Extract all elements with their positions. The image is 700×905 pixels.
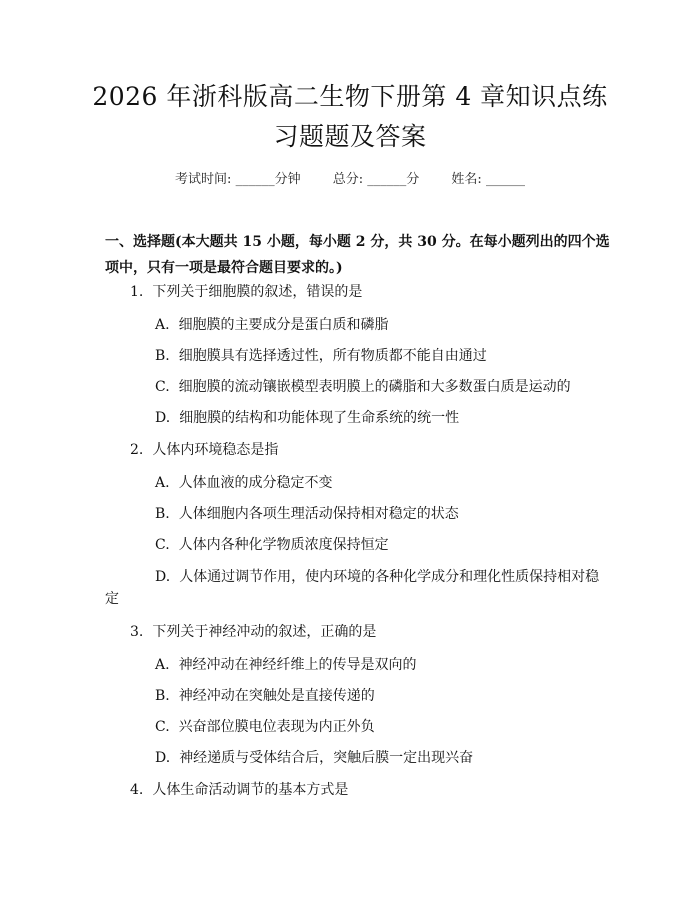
score-label: 总分: (332, 172, 364, 187)
question-2-option-c[interactable] (155, 535, 389, 555)
question-1 (130, 282, 362, 302)
option-text: 细胞膜具有选择透过性，所有物质都不能自由通过 (178, 348, 487, 364)
option-label: D. (155, 569, 171, 585)
question-3-option-b[interactable] (155, 686, 375, 706)
name-label: 姓名: (451, 172, 482, 187)
time-label: 考试时间: (175, 172, 232, 187)
option-text: 细胞膜的结构和功能体现了生命系统的统一性 (179, 410, 460, 426)
exam-meta (0, 168, 700, 187)
question-1-option-a[interactable] (155, 315, 389, 335)
option-text: 细胞膜的流动镶嵌模型表明膜上的磷脂和大多数蛋白质是运动的 (178, 379, 571, 395)
option-text: 兴奋部位膜电位表现为内正外负 (178, 719, 375, 735)
page-title-line-1: 2026 年浙科版高二生物下册第 4 章知识点练 (92, 82, 608, 111)
question-text: 下列关于神经冲动的叙述，正确的是 (152, 624, 377, 640)
time-field (175, 172, 305, 187)
name-field (451, 172, 525, 187)
score-unit: 分 (406, 172, 420, 187)
option-text: 神经递质与受体结合后，突触后膜一定出现兴奋 (179, 750, 474, 766)
question-3 (130, 622, 376, 642)
question-text: 人体生命活动调节的基本方式是 (152, 782, 349, 798)
option-label: D. (155, 750, 171, 766)
option-label: D. (155, 410, 171, 426)
option-label: B. (155, 348, 170, 364)
option-text: 神经冲动在突触处是直接传递的 (178, 688, 375, 704)
option-text: 人体血液的成分稳定不变 (178, 475, 333, 491)
option-label: B. (155, 506, 170, 522)
section-heading-line-1: 一、选择题(本大题共 15 小题，每小题 2 分，共 30 分。在每小题列出的四个选 (105, 234, 610, 250)
question-2-option-d-continuation: 定 (105, 591, 119, 607)
question-number: 2. (130, 442, 144, 458)
question-2-option-a[interactable] (155, 473, 333, 493)
question-2-option-b[interactable] (155, 504, 459, 524)
option-label: A. (155, 475, 170, 491)
page-title-line-2: 习题题及答案 (273, 122, 427, 151)
option-label: C. (155, 719, 170, 735)
question-text: 人体内环境稳态是指 (152, 442, 279, 458)
question-2 (130, 440, 278, 460)
option-label: A. (155, 317, 170, 333)
name-blank: ______ (485, 172, 525, 187)
question-number: 1. (130, 284, 144, 300)
option-text: 细胞膜的主要成分是蛋白质和磷脂 (178, 317, 389, 333)
question-text: 下列关于细胞膜的叙述，错误的是 (152, 284, 363, 300)
option-label: C. (155, 537, 170, 553)
score-field (333, 172, 424, 187)
question-3-option-c[interactable] (155, 717, 375, 737)
question-3-option-a[interactable] (155, 655, 417, 675)
option-text: 人体通过调节作用，使内环境的各种化学成分和理化性质保持相对稳 (179, 569, 600, 585)
question-3-option-d[interactable] (155, 748, 473, 768)
question-number: 4. (130, 782, 144, 798)
time-unit: 分钟 (274, 172, 301, 187)
score-blank: ______ (367, 172, 407, 187)
question-1-option-c[interactable] (155, 377, 571, 397)
question-1-option-b[interactable] (155, 346, 487, 366)
question-2-option-d[interactable] (155, 567, 599, 587)
option-text: 神经冲动在神经纤维上的传导是双向的 (178, 657, 417, 673)
option-text: 人体内各种化学物质浓度保持恒定 (178, 537, 389, 553)
section-heading-line-2: 项中，只有一项是最符合题目要求的。) (105, 260, 343, 276)
option-text: 人体细胞内各项生理活动保持相对稳定的状态 (178, 506, 459, 522)
question-1-option-d[interactable] (155, 408, 459, 428)
question-number: 3. (130, 624, 144, 640)
question-4 (130, 780, 348, 800)
option-label: B. (155, 688, 170, 704)
option-label: A. (155, 657, 170, 673)
time-blank: ______ (235, 172, 275, 187)
option-label: C. (155, 379, 170, 395)
